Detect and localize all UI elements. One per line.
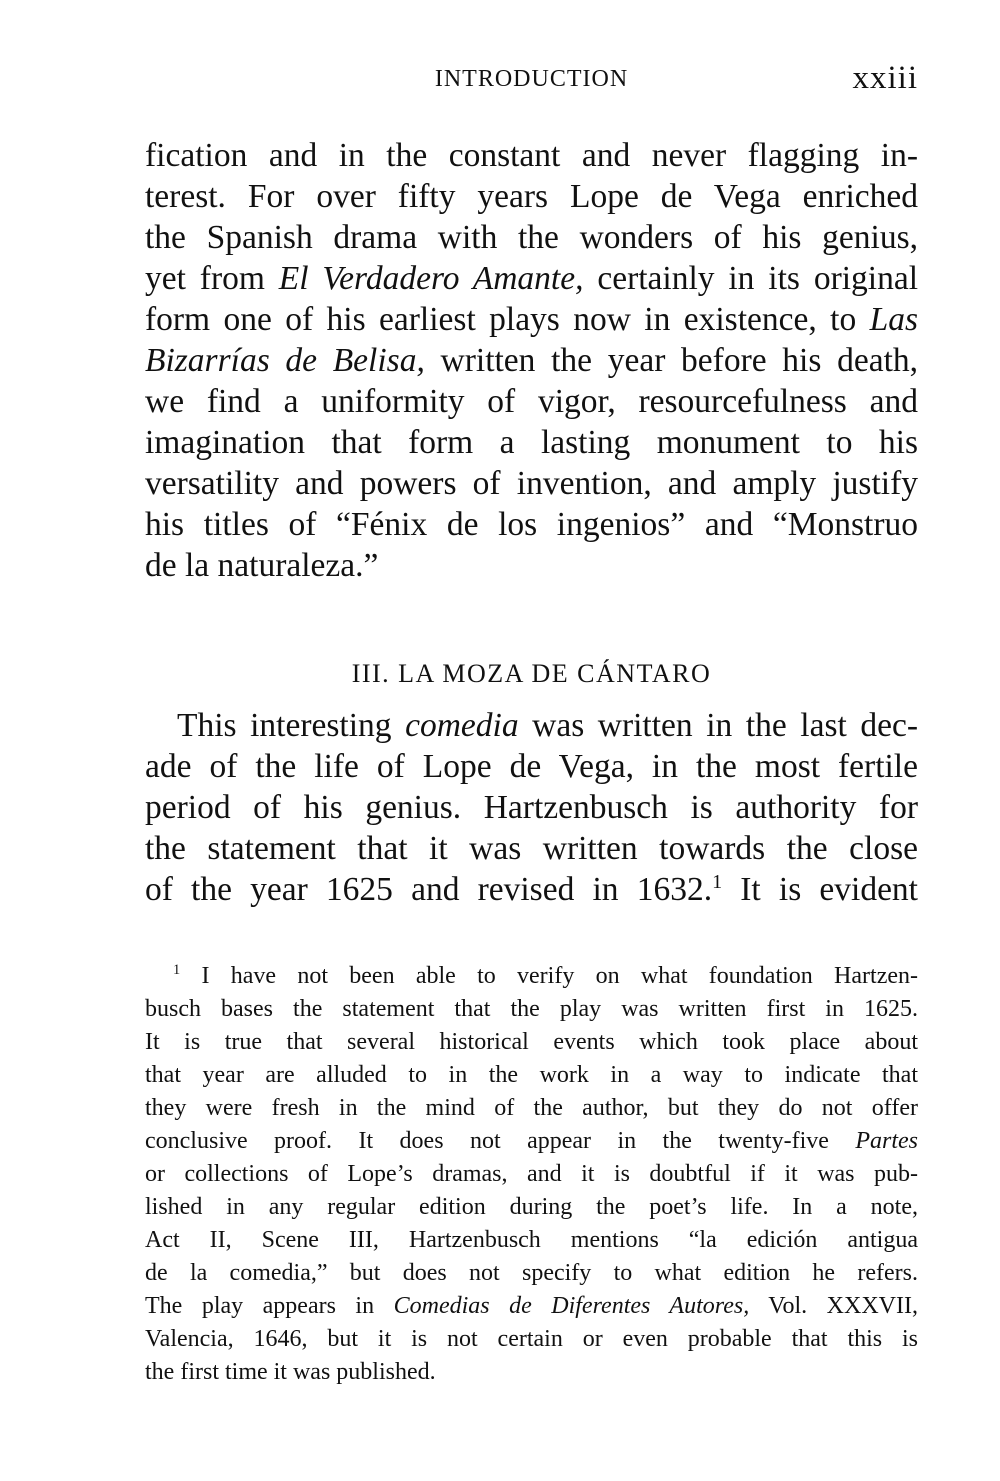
- footnote-line: or collections of Lope’s dramas, and it is doubtful if it was pub-: [145, 1161, 918, 1187]
- footnote-line: [145, 960, 918, 993]
- text-line: imagination that form a lasting monument to his: [145, 424, 918, 461]
- footnote-marker: 1: [173, 962, 181, 978]
- section-heading: III. LA MOZA DE CÁNTARO: [351, 659, 712, 688]
- text-line: ade of the life of Lope de Vega, in the most fertile: [145, 748, 918, 785]
- text-line: his titles of “Fénix de los ingenios” and “Monstruo: [145, 506, 918, 543]
- text-run: Vol. XXXVII,: [749, 1293, 918, 1319]
- text-line: [145, 869, 918, 910]
- running-head: [145, 62, 918, 102]
- footnote-line: lished in any regular edition during the poet’s life. In a note,: [145, 1194, 918, 1220]
- running-title: INTRODUCTION: [434, 66, 629, 92]
- footnote-marker: 1: [712, 870, 723, 893]
- text-run: of the year 1625 and revised in 1632.: [145, 871, 713, 908]
- text-line: [145, 258, 918, 299]
- footnote-line: Act II, Scene III, Hartzenbusch mentions “la edición antigua: [145, 1227, 918, 1253]
- text-run: It is evident: [722, 871, 918, 908]
- footnote: [145, 960, 918, 1389]
- footnote-line: they were fresh in the mind of the author, but they do not offer: [145, 1095, 918, 1121]
- section-paragraph: [145, 705, 918, 910]
- text-run: form one of his earliest plays now in existence, to: [145, 301, 870, 338]
- text-line: versatility and powers of invention, and amply justify: [145, 465, 918, 502]
- text-line: the Spanish drama with the wonders of his genius,: [145, 219, 918, 256]
- page-number: xxiii: [852, 60, 918, 96]
- text-run: This interesting: [177, 707, 406, 744]
- text-run: conclusive proof. It does not appear in the twenty-five: [145, 1128, 856, 1154]
- paragraph-continuation: [145, 135, 918, 586]
- footnote-line: It is true that several historical events which took place about: [145, 1029, 918, 1055]
- italic-title: Las: [869, 301, 918, 338]
- footnote-line: busch bases the statement that the play was written first in 1625.: [145, 996, 918, 1022]
- text-run: I have not been able to verify on what foundation Hartzen-: [180, 963, 918, 989]
- text-line: terest. For over fifty years Lope de Vega enriched: [145, 178, 918, 215]
- footnote-line: [145, 1125, 918, 1158]
- book-page: [145, 62, 918, 1389]
- italic-title: Comedias de Diferentes Autores,: [393, 1293, 750, 1319]
- text-line: we find a uniformity of vigor, resourcefulness and: [145, 383, 918, 420]
- text-line: [145, 299, 918, 340]
- text-run: certainly in its original: [583, 260, 919, 297]
- footnote-line: de la comedia,” but does not specify to what edition he refers.: [145, 1260, 918, 1286]
- text-run: The play appears in: [145, 1293, 394, 1319]
- footnote-line: [145, 1290, 918, 1323]
- text-line: the statement that it was written towards the close: [145, 830, 918, 867]
- text-run: written the year before his death,: [424, 342, 919, 379]
- text-line: de la naturaleza.”: [145, 547, 379, 584]
- text-line: [145, 705, 918, 746]
- italic-title: Partes: [855, 1128, 918, 1154]
- italic-title: El Verdadero Amante,: [278, 260, 584, 297]
- text-line: fication and in the constant and never flagging in-: [145, 137, 918, 174]
- italic-title: comedia: [405, 707, 519, 744]
- text-line: period of his genius. Hartzenbusch is authority for: [145, 789, 918, 826]
- text-run: yet from: [145, 260, 279, 297]
- footnote-line: that year are alluded to in the work in a way to indicate that: [145, 1062, 918, 1088]
- text-run: was written in the last dec-: [518, 707, 919, 744]
- footnote-line: the first time it was published.: [145, 1359, 436, 1385]
- text-line: [145, 340, 918, 381]
- footnote-line: Valencia, 1646, but it is not certain or even probable that this is: [145, 1326, 918, 1352]
- italic-title: Bizarrías de Belisa,: [145, 342, 425, 379]
